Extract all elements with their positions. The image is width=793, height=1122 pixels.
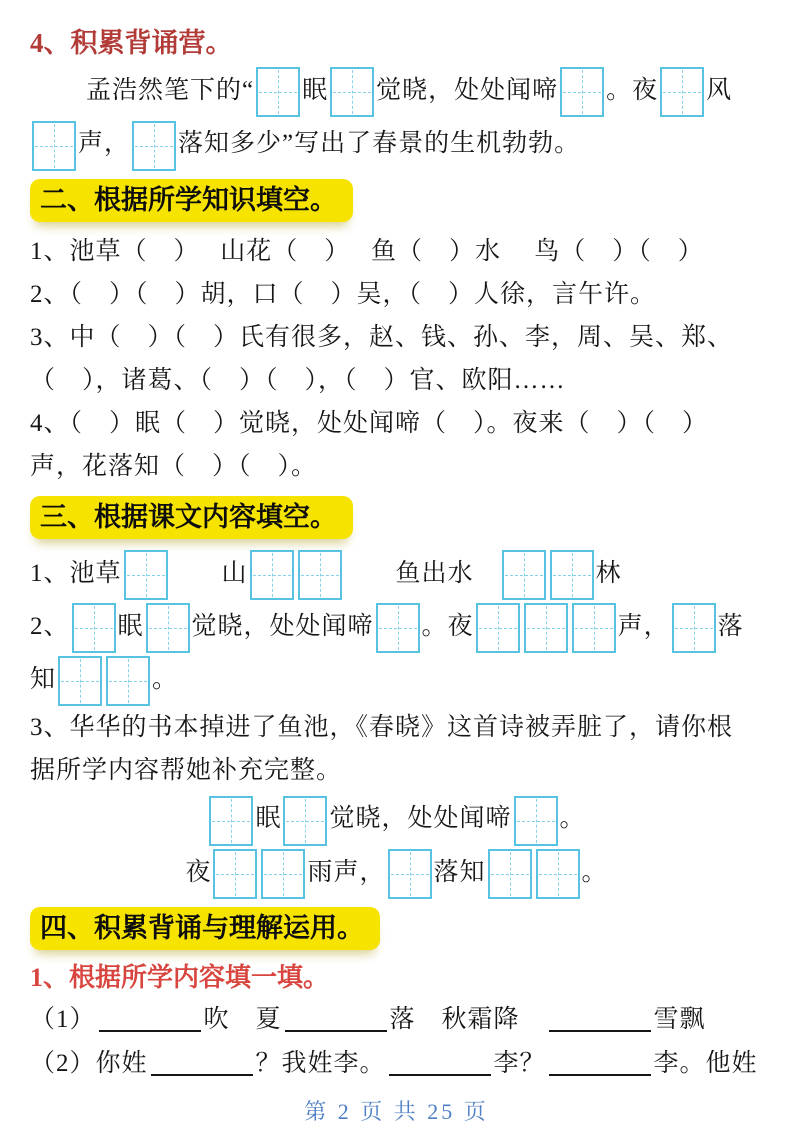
tianzige-box [106,656,150,706]
tianzige-box [146,603,190,653]
tianzige-box [261,849,305,899]
line-text: 声，花落知（ ）（ ）。 [30,452,318,480]
blank-underline [285,1030,387,1032]
tianzige-box [213,849,257,899]
line-text: 。 [559,805,586,833]
line-text: 雨声， [307,858,386,886]
line-text: 1、池草 [30,559,122,587]
tianzige-box [488,849,532,899]
line-text: 孟浩然笔下的“ [86,77,255,104]
tianzige-box [330,67,374,117]
line-text: 吹 夏 [203,1005,282,1033]
line-text: 李。他姓 [653,1049,758,1077]
line-text: 李？ [493,1049,546,1077]
line-text: 觉晓，处处闻啼 [376,77,559,104]
tianzige-box [256,67,300,117]
tianzige-box [32,121,76,171]
tianzige-box [250,550,294,600]
line-text: 风 [706,77,733,104]
worksheet-blank-line [30,1042,763,1086]
worksheet-text-line [30,273,763,316]
worksheet-blank-line [30,998,763,1042]
tianzige-box [124,550,168,600]
line-text: 。夜 [606,77,659,104]
line-text: 落知 [433,858,486,886]
worksheet-box-line [30,64,763,117]
line-text: 眠 [302,77,329,104]
worksheet-text-line [30,445,763,488]
tianzige-box [388,849,432,899]
line-text: 知 [30,666,57,694]
tianzige-box [514,796,558,846]
tianzige-box [502,550,546,600]
line-text: 3、华华的书本掉进了鱼池，《春晓》这首诗被弄脏了，请你根 [30,714,734,742]
page-footer [30,1096,763,1122]
tianzige-box [536,849,580,899]
highlighted-heading-text: 三、根据课文内容填空。 [30,496,353,539]
tianzige-box [660,67,704,117]
tianzige-box [72,603,116,653]
worksheet-text-line [30,706,763,749]
line-text: （ ），诸葛、（ ）（ ），（ ）官、欧阳…… [30,366,566,394]
line-text: 落 秋霜降 [389,1005,546,1033]
tianzige-box [572,603,616,653]
line-text: 林 [595,559,622,587]
line-text: 觉晓，处处闻啼 [191,612,374,640]
section-heading-highlight [30,496,763,539]
line-text: 落知多少”写出了春景的生机勃勃。 [178,130,581,158]
line-text: 据所学内容帮她补充完整。 [30,757,343,785]
line-text: 声， [78,130,131,158]
subheading-red [30,958,763,998]
worksheet-box-line [30,846,763,899]
line-text: 1、根据所学内容填一填。 [30,962,330,992]
tianzige-box [209,796,253,846]
highlighted-heading-text: 四、积累背诵与理解运用。 [30,907,380,950]
section-heading-highlight [30,179,763,222]
line-text: 山 [169,559,248,587]
line-text: 。 [581,858,608,886]
tianzige-box [524,603,568,653]
line-text: 夜 [185,858,212,886]
line-text: 1、池草（ ） 山花（ ） 鱼（ ）水 鸟（ ）（ ） [30,237,704,265]
line-text: 4、（ ）眠（ ）觉晓，处处闻啼（ ）。夜来（ ）（ ） [30,409,709,437]
line-text: 2、（ ）（ ）胡，口（ ）吴，（ ）人徐，言午许。 [30,280,657,308]
tianzige-box [672,603,716,653]
tianzige-box [298,550,342,600]
blank-underline [99,1030,201,1032]
tianzige-box [560,67,604,117]
worksheet-text-line [30,749,763,792]
tianzige-box [283,796,327,846]
line-text: 。 [152,666,179,694]
worksheet-box-line [30,600,763,653]
blank-underline [389,1074,491,1076]
worksheet-box-line [30,653,763,706]
line-text: 眠 [255,805,282,833]
worksheet-body [30,24,763,1086]
line-text: 鱼出水 [343,559,500,587]
section-heading-red [30,24,763,62]
worksheet-box-line [30,792,763,845]
tianzige-box [550,550,594,600]
worksheet-text-line [30,402,763,445]
line-text: （2）你姓 [30,1049,148,1077]
worksheet-text-line [30,359,763,402]
line-text: ？我姓李。 [255,1049,386,1077]
tianzige-box [376,603,420,653]
tianzige-box [58,656,102,706]
blank-underline [151,1074,253,1076]
worksheet-box-line [30,547,763,600]
line-text: 眠 [117,612,144,640]
page-number-text: 第 2 页 共 25 页 [304,1098,489,1122]
blank-underline [549,1030,651,1032]
line-text: 声， [617,612,670,640]
line-text: 雪飘 [653,1005,706,1033]
tianzige-box [132,121,176,171]
worksheet-text-line [30,316,763,359]
line-text: 3、中（ ）（ ）氏有很多，赵、钱、孙、李，周、吴、郑、 [30,323,734,351]
line-text: （1） [30,1005,96,1033]
blank-underline [549,1074,651,1076]
line-text: 觉晓，处处闻啼 [329,805,512,833]
worksheet-box-line [30,117,763,170]
line-text: 落 [717,612,744,640]
line-text: 4、积累背诵营。 [30,28,233,58]
highlighted-heading-text: 二、根据所学知识填空。 [30,179,353,222]
line-text: 2、 [30,612,70,640]
line-text: 。夜 [421,612,474,640]
worksheet-text-line [30,230,763,273]
tianzige-box [476,603,520,653]
section-heading-highlight [30,907,763,950]
